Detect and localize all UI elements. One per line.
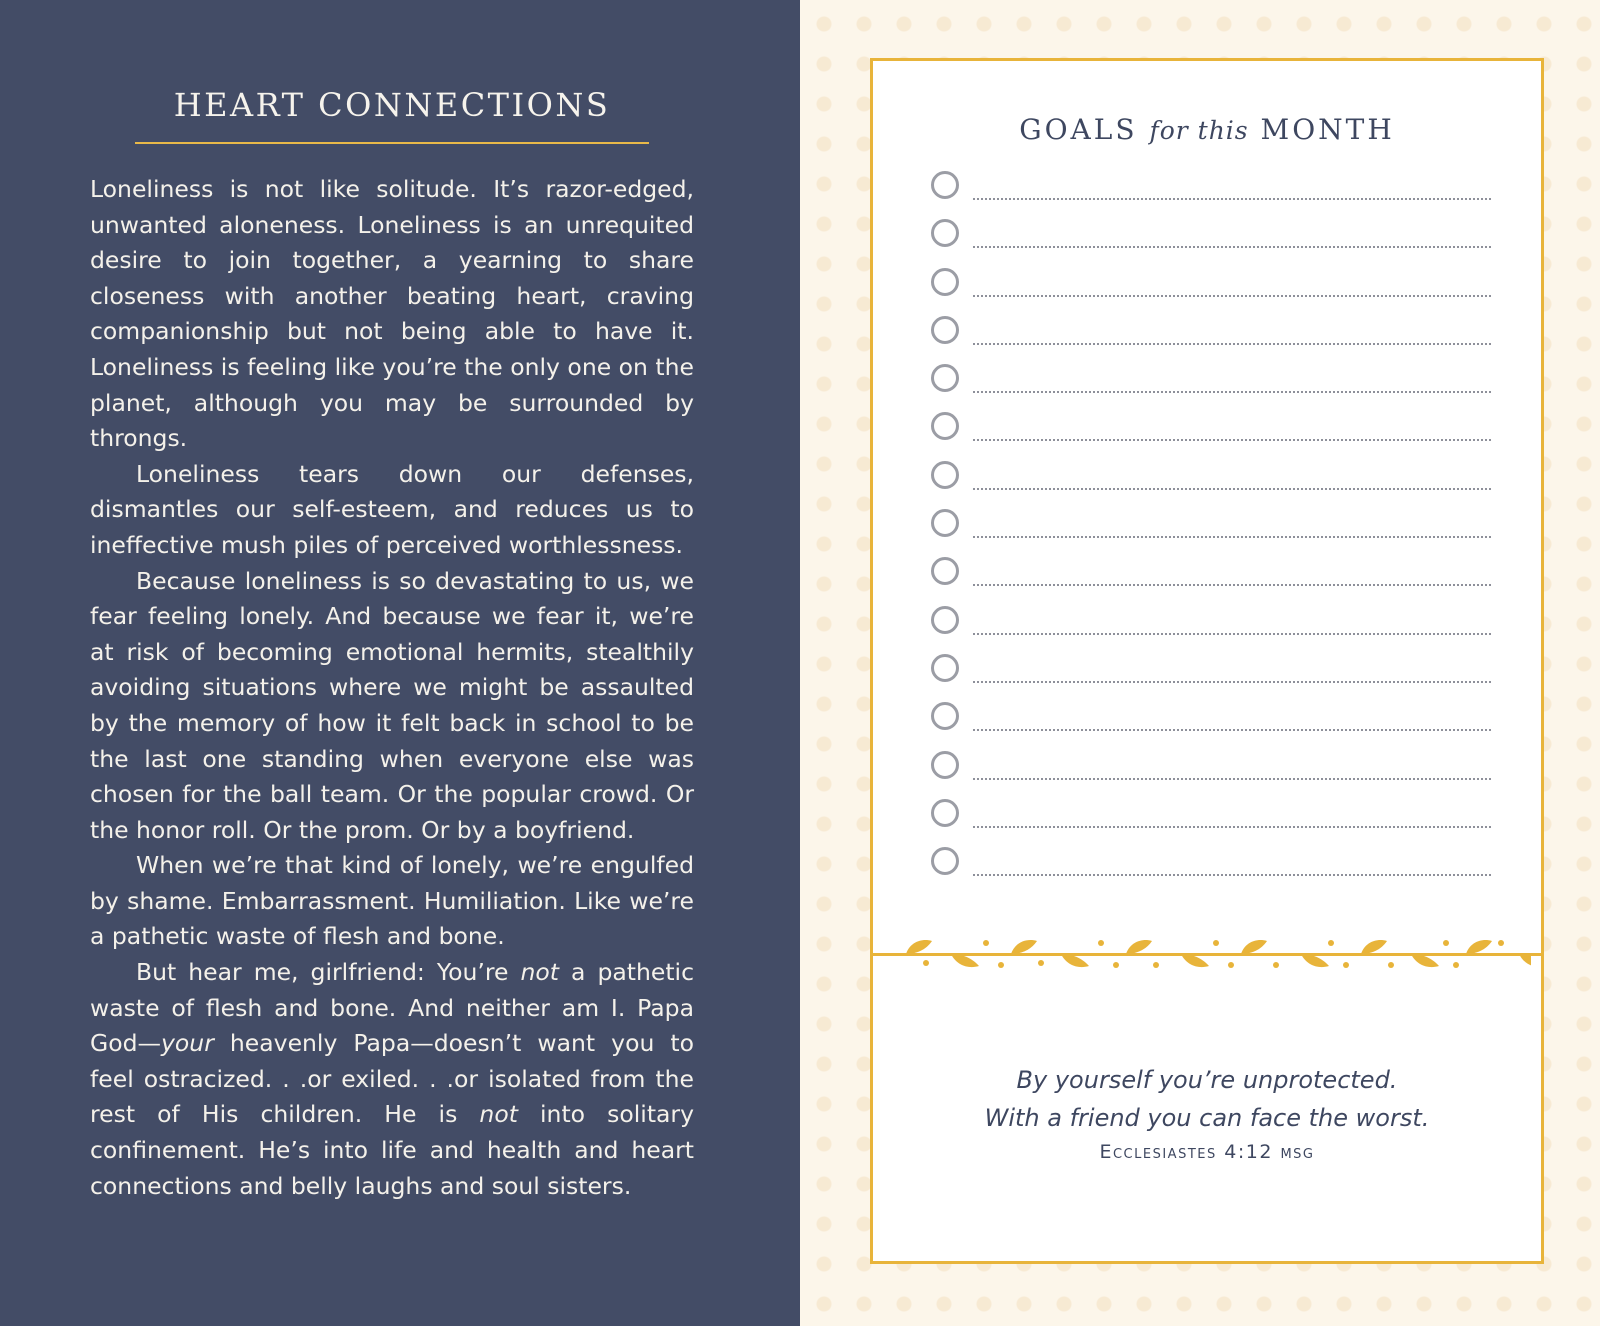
vine-dot: [1273, 962, 1279, 968]
quote-line-2: With a friend you can face the worst.: [984, 1104, 1430, 1132]
quote: [873, 1061, 1541, 1137]
goal-write-line[interactable]: [973, 729, 1491, 731]
vine-decoration: [891, 933, 1531, 983]
goal-write-line[interactable]: [973, 826, 1491, 828]
checklist-item: [931, 847, 1491, 895]
vine-dot: [983, 940, 989, 946]
vine-leaf: [1061, 954, 1089, 967]
vine-dot: [1343, 962, 1349, 968]
goal-write-line[interactable]: [973, 633, 1491, 635]
vine-dot: [1113, 962, 1119, 968]
checklist-item: [931, 702, 1491, 750]
vine-leaf: [1519, 954, 1531, 967]
goal-write-line[interactable]: [973, 584, 1491, 586]
goal-write-line[interactable]: [973, 246, 1491, 248]
checkbox-circle[interactable]: [931, 171, 959, 199]
quote-citation: Ecclesiastes 4:12 msg: [1099, 1141, 1315, 1163]
checklist-item: [931, 461, 1491, 509]
vine-dot: [1328, 940, 1334, 946]
goals-card: [870, 58, 1544, 1264]
paragraph-2: Loneliness tears down our defenses, dismantles our self-esteem, and reduces us to ineffective mush piles of perceived worthlessness.: [90, 459, 694, 559]
vine-leaf: [906, 940, 932, 954]
vine-dot: [1443, 940, 1449, 946]
goal-write-line[interactable]: [973, 439, 1491, 441]
checkbox-circle[interactable]: [931, 606, 959, 634]
goal-write-line[interactable]: [973, 198, 1491, 200]
checklist-item: [931, 219, 1491, 267]
vine-dot: [1038, 960, 1044, 966]
vine-dot: [998, 962, 1004, 968]
checklist-item: [931, 268, 1491, 316]
goals-title: [873, 113, 1541, 146]
emphasis-your: your: [161, 1029, 214, 1058]
paragraph-1: Loneliness is not like solitude. It’s razor-edged, unwanted aloneness. Loneliness is an unrequited desire to join together, a yearning to share closeness with another beating heart, craving companionship but not being able to have it. Loneliness is feeling like you’re the only one on the planet, although you may be surrounded by throngs.: [90, 175, 694, 453]
goal-write-line[interactable]: [973, 391, 1491, 393]
checklist-item: [931, 751, 1491, 799]
checkbox-circle[interactable]: [931, 412, 959, 440]
goal-write-line[interactable]: [973, 778, 1491, 780]
emphasis-not-2: not: [479, 1100, 518, 1129]
checkbox-circle[interactable]: [931, 461, 959, 489]
page-heading: HEART CONNECTIONS: [173, 86, 611, 124]
checkbox-circle[interactable]: [931, 364, 959, 392]
vine-dot: [1498, 940, 1504, 946]
checklist-item: [931, 509, 1491, 557]
paragraph-5-part-4: into solitary confinement. He’s into life and health and heart connections and belly laughs and soul sisters.: [90, 1100, 694, 1200]
vine-dot: [1153, 962, 1159, 968]
checkbox-circle[interactable]: [931, 799, 959, 827]
paragraph-4: When we’re that kind of lonely, we’re engulfed by shame. Embarrassment. Humiliation. Like we’re a pathetic waste of flesh and bone.: [90, 851, 694, 951]
vine-dot: [1213, 940, 1219, 946]
checklist-item: [931, 799, 1491, 847]
vine-leaf: [1466, 940, 1492, 954]
vine-leaf: [1301, 954, 1329, 967]
goals-title-word-2: for this: [1149, 116, 1249, 145]
goal-write-line[interactable]: [973, 681, 1491, 683]
vine-leaf: [1361, 940, 1387, 954]
vine-dot: [1228, 962, 1234, 968]
goals-title-word-1: GOALS: [1019, 113, 1138, 146]
vine-dot: [1453, 962, 1459, 968]
vine-dot: [1098, 940, 1104, 946]
checkbox-circle[interactable]: [931, 847, 959, 875]
vine-dot: [923, 960, 929, 966]
checklist-item: [931, 606, 1491, 654]
goal-write-line[interactable]: [973, 536, 1491, 538]
checklist-item: [931, 412, 1491, 460]
checkbox-circle[interactable]: [931, 751, 959, 779]
checklist-item: [931, 557, 1491, 605]
body-text: [90, 172, 694, 1204]
checkbox-circle[interactable]: [931, 509, 959, 537]
goal-write-line[interactable]: [973, 295, 1491, 297]
paragraph-5-part-2: a pathetic waste of flesh and bone. And neither am I. Papa God—: [90, 958, 694, 1058]
goal-write-line[interactable]: [973, 343, 1491, 345]
vine-leaf: [1011, 940, 1037, 954]
paragraph-5-part-3: heavenly Papa—doesn’t want you to feel ostracized. . .or exiled. . .or isolated from the rest of His children. He is: [90, 1029, 694, 1129]
vine-leaf: [1181, 954, 1209, 967]
goal-write-line[interactable]: [973, 874, 1491, 876]
vine-leaf: [1126, 940, 1152, 954]
checklist-item: [931, 171, 1491, 219]
checkbox-circle[interactable]: [931, 654, 959, 682]
checkbox-circle[interactable]: [931, 219, 959, 247]
vine-leaf: [951, 954, 979, 967]
vine-dot: [1388, 962, 1394, 968]
checkbox-circle[interactable]: [931, 268, 959, 296]
paragraph-3: Because loneliness is so devastating to us, we fear feeling lonely. And because we fear it, we’re at risk of becoming emotional hermits, stealthily avoiding situations where we might be assaulted by the memory of how it felt back in school to be the last one standing when everyone else was chosen for the ball team. Or the popular crowd. Or the honor roll. Or the prom. Or by a boyfriend.: [90, 566, 694, 844]
checkbox-circle[interactable]: [931, 557, 959, 585]
checklist-item: [931, 654, 1491, 702]
goal-write-line[interactable]: [973, 488, 1491, 490]
paragraph-5-part-1: But hear me, girlfriend: You’re: [136, 958, 521, 987]
checkbox-circle[interactable]: [931, 316, 959, 344]
goals-title-word-3: MONTH: [1260, 113, 1395, 146]
paragraph-5: [90, 955, 694, 1204]
quote-line-1: By yourself you’re unprotected.: [1016, 1066, 1398, 1094]
emphasis-not-1: not: [520, 958, 559, 987]
heading-underline: [135, 142, 649, 144]
vine-leaf: [1411, 954, 1439, 967]
goals-checklist: [931, 171, 1491, 895]
vine-leaf: [1241, 940, 1267, 954]
checklist-item: [931, 364, 1491, 412]
checkbox-circle[interactable]: [931, 702, 959, 730]
checklist-item: [931, 316, 1491, 364]
